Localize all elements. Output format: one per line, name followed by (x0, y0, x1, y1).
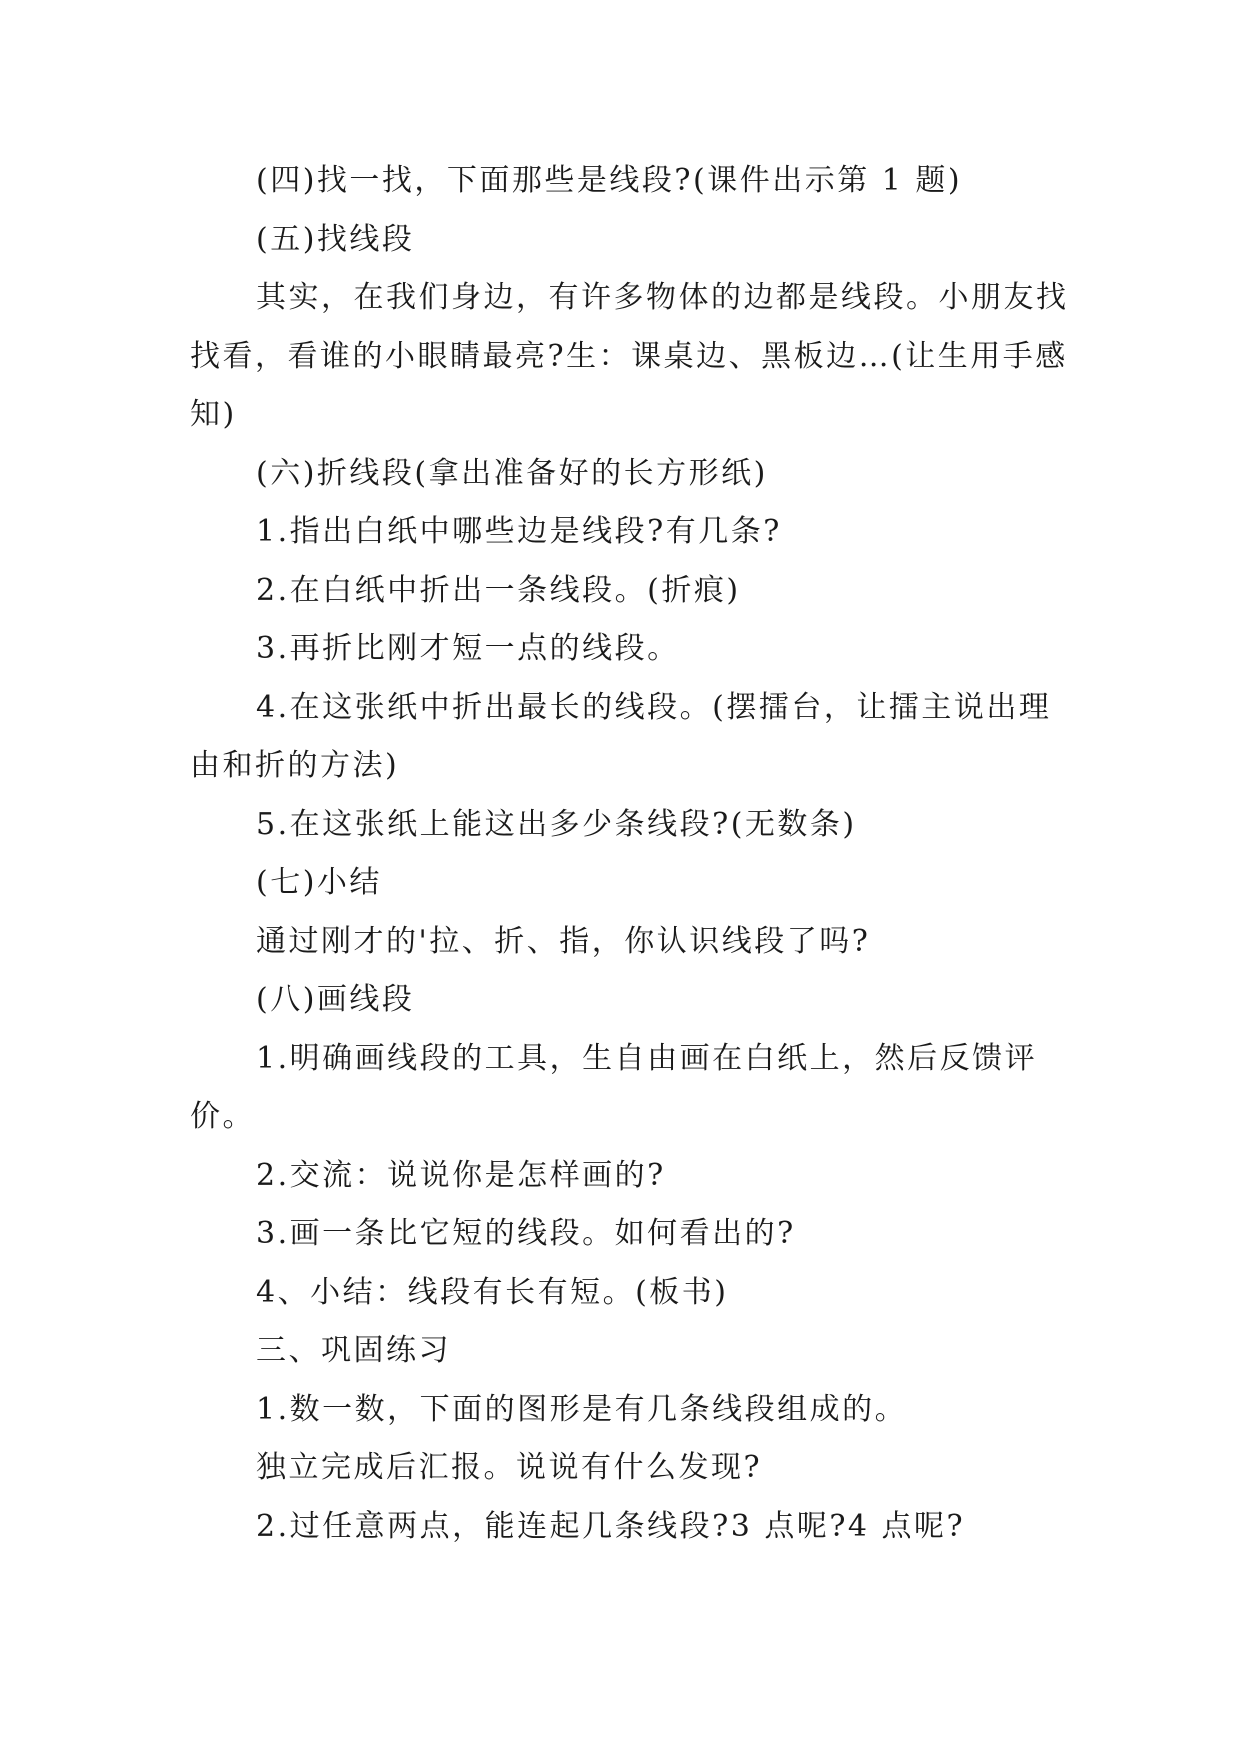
paragraph-section-three-heading: 三、巩固练习 (256, 1333, 451, 1368)
paragraph-fold-step-2: 2.在白纸中折出一条线段。(折痕) (256, 572, 741, 608)
document-body (190, 152, 1070, 1556)
paragraph-fold-step-4: 4.在这张纸中折出最长的线段。(摆擂台，让擂主说出理由和折的方法) (190, 689, 1052, 783)
paragraph-draw-step-3: 3.画一条比它短的线段。如何看出的? (256, 1216, 796, 1251)
paragraph-practice-2: 2.过任意两点，能连起几条线段?3 点呢?4 点呢? (256, 1508, 966, 1544)
paragraph-fold-step-5: 5.在这张纸上能这出多少条线段?(无数条) (256, 806, 857, 842)
paragraph-fold-step-3: 3.再折比刚才短一点的线段。 (256, 631, 680, 666)
paragraph-find-segments-task: (四)找一找，下面那些是线段?(课件出示第 1 题) (256, 163, 963, 198)
paragraph-draw-step-4: 4、小结：线段有长有短。(板书) (256, 1274, 729, 1310)
paragraph-fold-step-1: 1.指出白纸中哪些边是线段?有几条? (256, 514, 782, 549)
paragraph-practice-1: 1.数一数，下面的图形是有几条线段组成的。 (256, 1391, 908, 1427)
paragraph-section-six-heading: (六)折线段(拿出准备好的长方形纸) (256, 455, 768, 491)
paragraph-summary-question: 通过刚才的'拉、折、指，你认识线段了吗? (256, 923, 871, 959)
paragraph-section-eight-heading: (八)画线段 (256, 982, 415, 1017)
paragraph-section-five-heading: (五)找线段 (256, 221, 415, 257)
paragraph-objects-edges: 其实，在我们身边，有许多物体的边都是线段。小朋友找找看，看谁的小眼睛最亮?生：课桌边、黑板边…(让生用手感知) (190, 280, 1069, 432)
paragraph-draw-step-2: 2.交流：说说你是怎样画的? (256, 1157, 666, 1193)
paragraph-draw-step-1: 1.明确画线段的工具，生自由画在白纸上，然后反馈评价。 (190, 1040, 1038, 1134)
paragraph-section-seven-heading: (七)小结 (256, 865, 382, 900)
paragraph-practice-report: 独立完成后汇报。说说有什么发现? (256, 1450, 763, 1485)
